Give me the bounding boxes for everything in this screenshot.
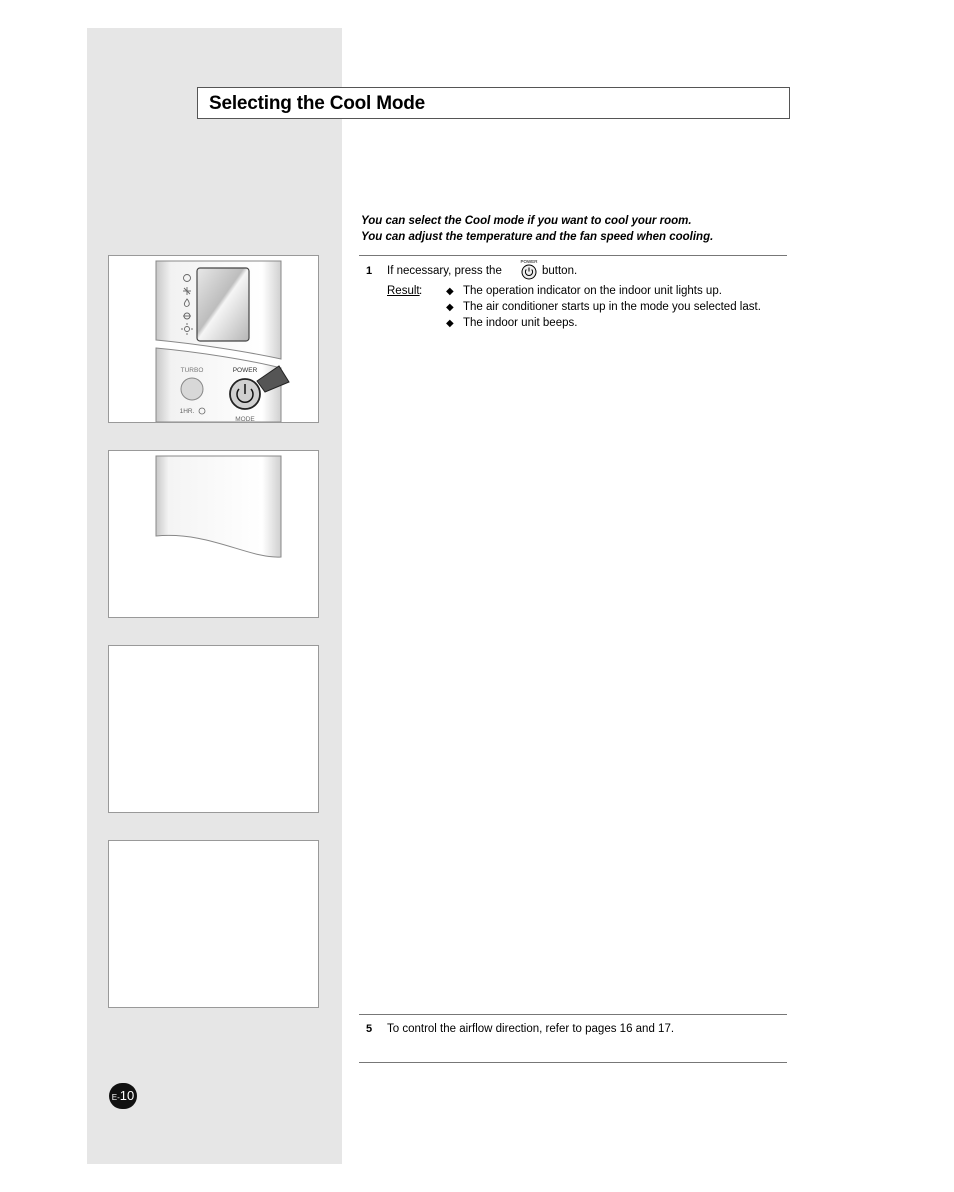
remote-illustration-panel <box>108 255 319 423</box>
divider-step-5 <box>359 1014 787 1015</box>
step-1-text-before: If necessary, press the <box>387 265 502 277</box>
remote-display-panel <box>108 450 319 618</box>
divider-bottom <box>359 1062 787 1063</box>
hour-label: 1HR. <box>179 408 195 415</box>
page-title: Selecting the Cool Mode <box>209 93 426 114</box>
illustration-panel-4 <box>108 840 319 1008</box>
diamond-bullet-icon: ◆ <box>446 286 454 297</box>
title-box <box>197 87 790 119</box>
page-number-badge <box>109 1083 137 1109</box>
step-5-number: 5 <box>366 1023 373 1035</box>
result-bullet-text: The operation indicator on the indoor unit lights up. <box>463 285 722 297</box>
result-bullet-text: The indoor unit beeps. <box>463 317 578 329</box>
diamond-bullet-icon: ◆ <box>446 302 454 313</box>
intro-line-2: You can adjust the temperature and the fan speed when cooling. <box>361 231 714 243</box>
step-1-number: 1 <box>366 265 373 277</box>
result-label: Result <box>387 285 420 297</box>
result-bullet <box>446 285 722 297</box>
intro-text <box>361 213 713 245</box>
step-1-text-after: button. <box>542 265 578 277</box>
result-bullet <box>446 301 761 313</box>
illustration-panel-3 <box>108 645 319 813</box>
result-colon: : <box>419 285 423 297</box>
mode-label: MODE <box>235 416 255 422</box>
page-prefix: E- <box>111 1093 120 1102</box>
power-button-caption: POWER <box>520 259 538 264</box>
page-number: 10 <box>119 1088 135 1103</box>
intro-line-1: You can select the Cool mode if you want to cool your room. <box>361 215 692 227</box>
result-bullet-text: The air conditioner starts up in the mode you selected last. <box>463 301 761 313</box>
power-button-icon <box>519 258 539 280</box>
step-5-text: To control the airflow direction, refer to pages 16 and 17. <box>387 1023 675 1035</box>
diamond-bullet-icon: ◆ <box>446 318 454 329</box>
remote-control-illustration <box>109 256 318 422</box>
result-bullet <box>446 317 577 329</box>
power-label: POWER <box>232 367 258 374</box>
remote-display-illustration <box>109 451 318 617</box>
divider-top <box>359 255 787 256</box>
turbo-label: TURBO <box>180 367 204 374</box>
turbo-button <box>181 378 203 400</box>
